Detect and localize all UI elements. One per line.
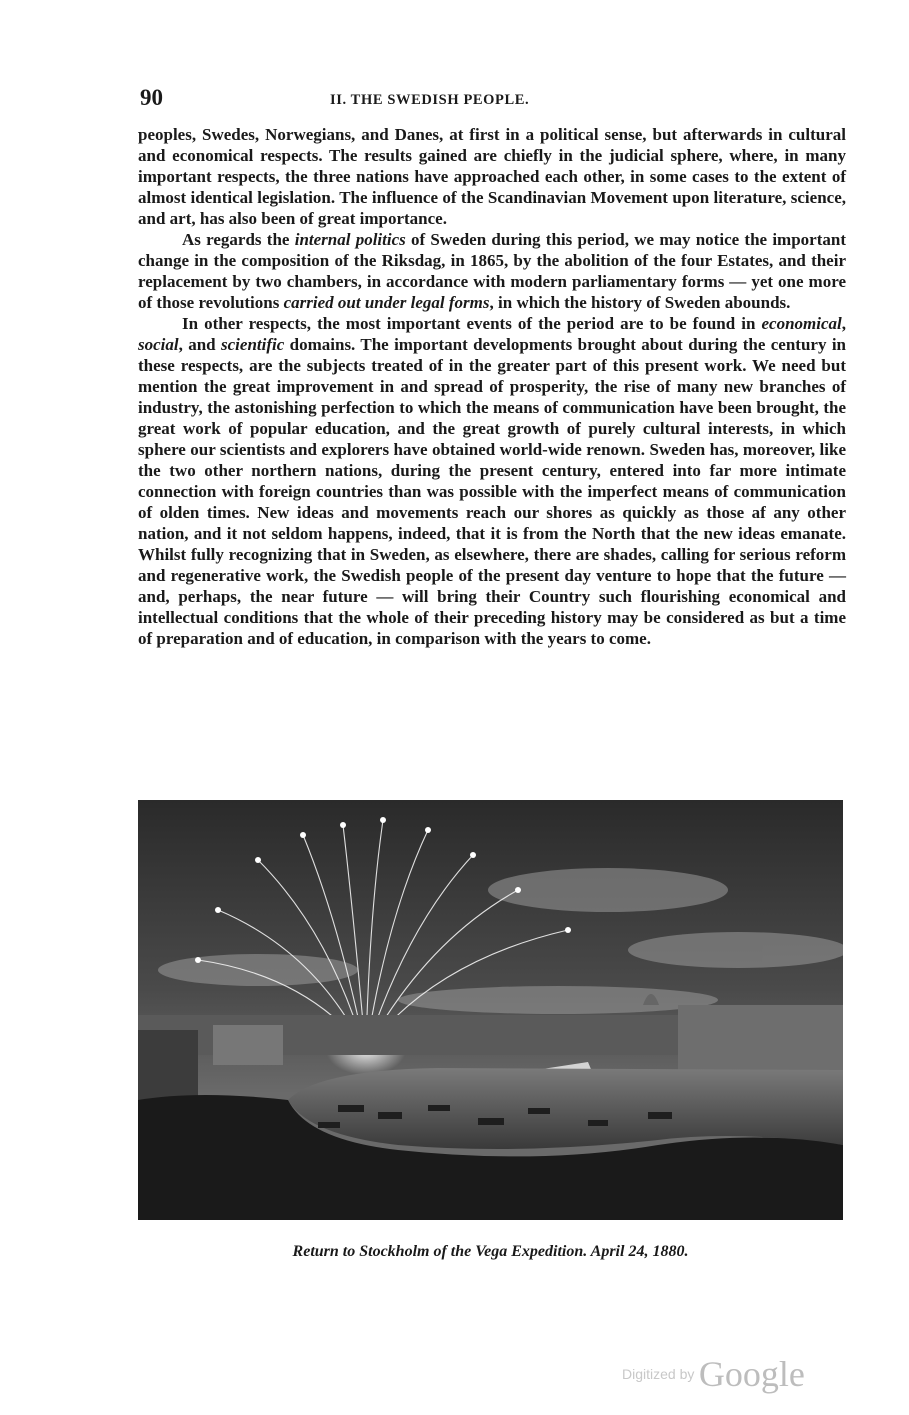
p3-text-e: , and [178, 335, 222, 354]
digitized-by-google-watermark [622, 1353, 805, 1393]
figure-caption: Return to Stockholm of the Vega Expedition. April 24, 1880. [292, 1243, 689, 1260]
p2-italic-internal-politics: internal politics [294, 230, 406, 249]
p2-text-a: As regards the [182, 230, 295, 249]
page-number: 90 [140, 85, 163, 110]
engraving-svg [138, 800, 843, 1220]
p3-italic-economical: economical [761, 314, 842, 333]
p3-text-a: In other respects, the most important events of the period are to be found in [182, 314, 762, 333]
paragraph-1: peoples, Swedes, Norwegians, and Danes, at first in a political sense, but afterwards in cultural and economical respects. The results gained are chiefly in the judicial sphere, where, in many important respects, the three nations have approached each other, in some cases to the extent of almost identical legislation. The influence of the Scandinavian Movement upon literature, science, and art, has also been of great importance. [138, 125, 846, 228]
p3-text-g: domains. The important developments brought about during the century in these respects, are the subjects treated of in the greater part of this present work. We need but mention the great improvement in and spread of prosperity, the rise of many new branches of industry, the astonishing perfection to which the means of communication have been brought, the great work of popular education, and the great growth of purely cultural interests, in which sphere our scientists and explorers have obtained world-wide renown. Sweden has, moreover, like the two other northern nations, during the present century, entered into far more intimate connection with foreign countries than was possible with the imperfect means of communication of olden times. New ideas and movements reach our shores as quickly as those af any other nation, and it not seldom happens, indeed, that it is from the North that the new ideas emanate. Whilst fully recognizing that in Sweden, as elsewhere, there are shades, calling for serious reform and regenerative work, the Swedish people of the present day venture to hope that the future — and, perhaps, the near future — will bring their Country such flourishing economical and intellectual conditions that the whole of their preceding history may be considered as but a time of preparation and of education, in comparison with the years to come. [138, 335, 846, 648]
body-text [138, 124, 846, 649]
p3-italic-social: social [138, 335, 179, 354]
p2-italic-legal-forms: carried out under legal forms [283, 293, 490, 312]
google-logo: Google [698, 1354, 805, 1394]
paragraph-2 [138, 229, 846, 313]
p2-text-e: , in which the history of Sweden abounds. [489, 293, 791, 312]
p3-text-c: , [841, 314, 846, 333]
p2-text-c: of Sweden during this period, we may notice the important change in the composition of the Riksdag, in 1865, by the abolition of the four Estates, and their replacement by two chambers, in accordance with modern parliamentary forms — yet one more of those revolutions [138, 230, 846, 312]
engraving-illustration [138, 800, 843, 1220]
running-head: II. THE SWEDISH PEOPLE. [330, 92, 530, 108]
digitized-by-label: Digitized by [622, 1366, 695, 1382]
paragraph-3 [138, 313, 846, 649]
p3-italic-scientific: scientific [221, 335, 285, 354]
